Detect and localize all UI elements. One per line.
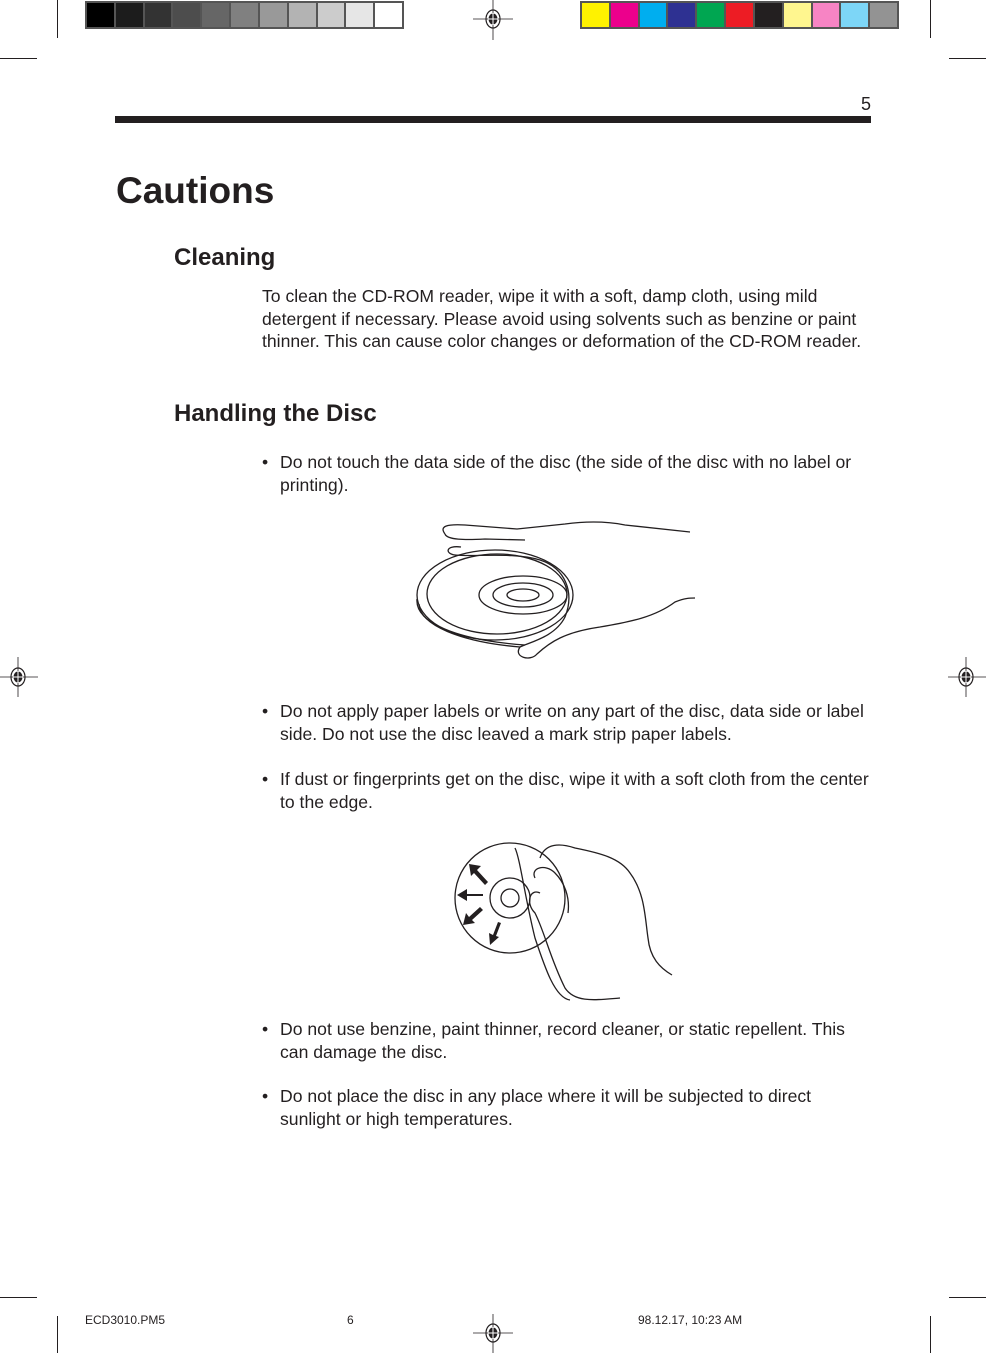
crop-mark [0,1297,37,1298]
color-swatch [375,3,402,27]
crop-mark [0,58,37,59]
color-bar [580,1,899,29]
color-swatch [726,3,753,27]
color-swatch [697,3,724,27]
crop-mark [949,1297,986,1298]
outward-arrows-icon [455,860,505,945]
color-swatch [813,3,840,27]
section-heading-handling: Handling the Disc [174,400,377,427]
color-swatch [640,3,667,27]
list-item [262,1018,872,1063]
header-rule [115,116,871,123]
color-swatch [870,3,897,27]
color-swatch [755,3,782,27]
registration-mark-icon [0,657,38,697]
color-swatch [611,3,638,27]
page-number: 5 [860,94,871,114]
color-swatch [202,3,229,27]
crop-mark [57,1316,58,1353]
crop-mark [949,58,986,59]
list-item [262,1085,872,1130]
color-swatch [784,3,811,27]
bullet-text: Do not use benzine, paint thinner, record cleaner, or static repellent. This can damage the disc. [280,1019,845,1062]
footer-timestamp: 98.12.17, 10:23 AM [638,1313,743,1327]
bullet-icon: • [262,701,269,721]
color-swatch [668,3,695,27]
bullet-icon: • [262,769,269,789]
list-item [262,451,872,496]
color-swatch [346,3,373,27]
grayscale-bar [85,1,404,29]
color-swatch [260,3,287,27]
color-swatch [145,3,172,27]
bullet-text: Do not place the disc in any place where it will be subjected to direct sunlight or high temperatures. [280,1086,812,1129]
cleaning-paragraph: To clean the CD-ROM reader, wipe it with a soft, damp cloth, using mild detergent if necessary. Please avoid using solvents such as benzine or paint thinner. This can cause color changes or deformation of the CD-ROM reader. [262,286,862,351]
section-heading-cleaning: Cleaning [174,244,276,271]
registration-mark-icon [473,0,513,40]
bullet-icon: • [262,1019,269,1039]
footer-sheet-number: 6 [347,1313,354,1327]
bullet-text: If dust or fingerprints get on the disc, wipe it with a soft cloth from the center to the edge. [280,769,869,812]
footer-filename: ECD3010.PM5 [85,1313,166,1327]
hand-holding-disc-illustration [405,512,700,662]
bullet-text: Do not apply paper labels or write on any part of the disc, data side or label side. Do not use the disc leaved a mark strip paper labels. [280,701,864,744]
color-swatch [289,3,316,27]
crop-mark [930,1316,931,1353]
bullet-text: Do not touch the data side of the disc (the side of the disc with no label or printing). [280,452,852,495]
color-swatch [173,3,200,27]
color-swatch [87,3,114,27]
list-item [262,700,872,745]
color-swatch [318,3,345,27]
registration-mark-icon [473,1314,513,1353]
crop-mark [57,0,58,38]
color-swatch [841,3,868,27]
bullet-icon: • [262,1086,269,1106]
color-swatch [116,3,143,27]
list-item [262,768,872,813]
bullet-icon: • [262,452,269,472]
color-swatch [582,3,609,27]
page-title: Cautions [116,170,275,211]
registration-mark-icon [948,657,986,697]
color-swatch [231,3,258,27]
crop-mark [930,0,931,38]
